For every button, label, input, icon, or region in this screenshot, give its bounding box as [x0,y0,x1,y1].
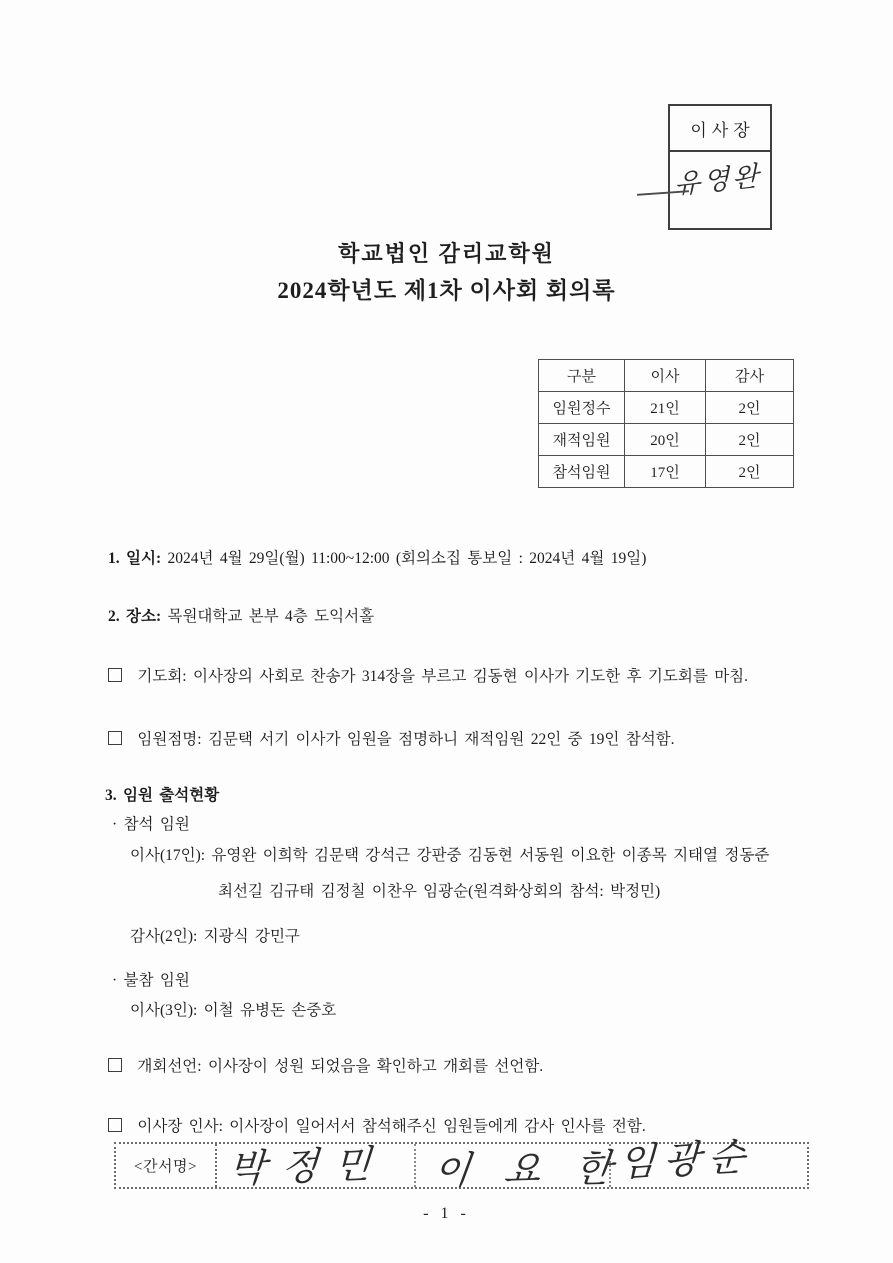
present-directors-line2: 최선길 김규태 김정칠 이찬우 임광순(원격화상회의 참석: 박정민) [218,883,661,900]
table-cell-category: 재적임원 [539,424,625,456]
table-cell-category: 임원정수 [539,392,625,424]
table-row [539,424,794,456]
page-joint-signature-strip [114,1135,809,1194]
line-datetime-text: 2024년 4월 29일(월) 11:00~12:00 (회의소집 통보일 : 2024년 4월 19일) [167,550,647,567]
table-cell-auditors: 2인 [706,424,794,456]
table-header-auditors: 감사 [706,360,794,392]
line-opening-declaration [108,1054,543,1076]
checkbox-icon [108,731,122,745]
signature-cell [611,1135,811,1187]
checkbox-icon [108,1058,122,1072]
line-greeting-text: 이사장이 일어서서 참석해주신 임원들에게 감사 인사를 전함. [229,1118,646,1135]
present-members-header: · 참석 임원 [112,816,190,833]
line-opening-label: 개회선언: [137,1058,202,1075]
table-row [539,392,794,424]
table-cell-directors: 17인 [625,456,706,488]
chairman-approval-box-title: 이사장 [670,106,770,152]
line-location-label: 2. 장소: [108,608,162,625]
line-datetime-label: 1. 일시: [108,550,162,567]
chairman-signature-handwriting: 유영완 [673,160,762,200]
signature-strip-label: <간서명> [116,1144,217,1187]
section3-heading: 3. 임원 출석현황 [105,787,220,804]
table-cell-category: 참석임원 [539,456,625,488]
attendance-summary-table [538,359,794,488]
handwritten-signature: 이요한 [430,1147,649,1194]
line-prayer-text: 이사장의 사회로 찬송가 314장을 부르고 김동현 이사가 기도한 후 기도회를 마침. [192,668,749,685]
handwritten-signature: 박정민 [227,1143,389,1192]
table-header-category: 구분 [539,360,625,392]
line-rollcall-text: 김문택 서기 이사가 임원을 점명하니 재적임원 22인 중 19인 참석함. [207,731,675,748]
chairman-approval-box [668,104,772,230]
line-opening-text: 이사장이 성원 되었음을 확인하고 개회를 선언함. [207,1058,544,1075]
line-location [108,604,374,626]
signature-cell [217,1143,416,1192]
signature-cell [416,1144,649,1194]
table-cell-auditors: 2인 [706,392,794,424]
line-rollcall [108,727,675,749]
document-title-line1: 학교법인 감리교학원 [338,241,555,266]
line-greeting-label: 이사장 인사: [137,1118,223,1135]
present-auditors-line: 감사(2인): 지광식 강민구 [130,928,300,945]
table-header-row [539,360,794,392]
page-number: - 1 - [423,1205,470,1222]
line-rollcall-label: 임원점명: [137,731,202,748]
checkbox-icon [108,668,122,682]
absent-directors-line: 이사(3인): 이철 유병돈 손중호 [130,1002,337,1019]
line-prayer [108,664,748,686]
table-cell-directors: 20인 [625,424,706,456]
table-header-directors: 이사 [625,360,706,392]
handwritten-signature: 임광순 [618,1135,754,1186]
line-prayer-label: 기도회: [137,668,187,685]
present-directors-line1: 이사(17인): 유영완 이희학 김문택 강석근 강판중 김동현 서동원 이요한 이종목 지태열 정동준 [130,847,770,864]
line-location-text: 목원대학교 본부 4층 도익서홀 [167,608,375,625]
line-datetime [108,546,646,568]
table-cell-directors: 21인 [625,392,706,424]
table-cell-auditors: 2인 [706,456,794,488]
table-row [539,456,794,488]
document-title-line2: 2024학년도 제1차 이사회 회의록 [277,278,616,303]
absent-members-header: · 불참 임원 [112,972,190,989]
checkbox-icon [108,1118,122,1132]
